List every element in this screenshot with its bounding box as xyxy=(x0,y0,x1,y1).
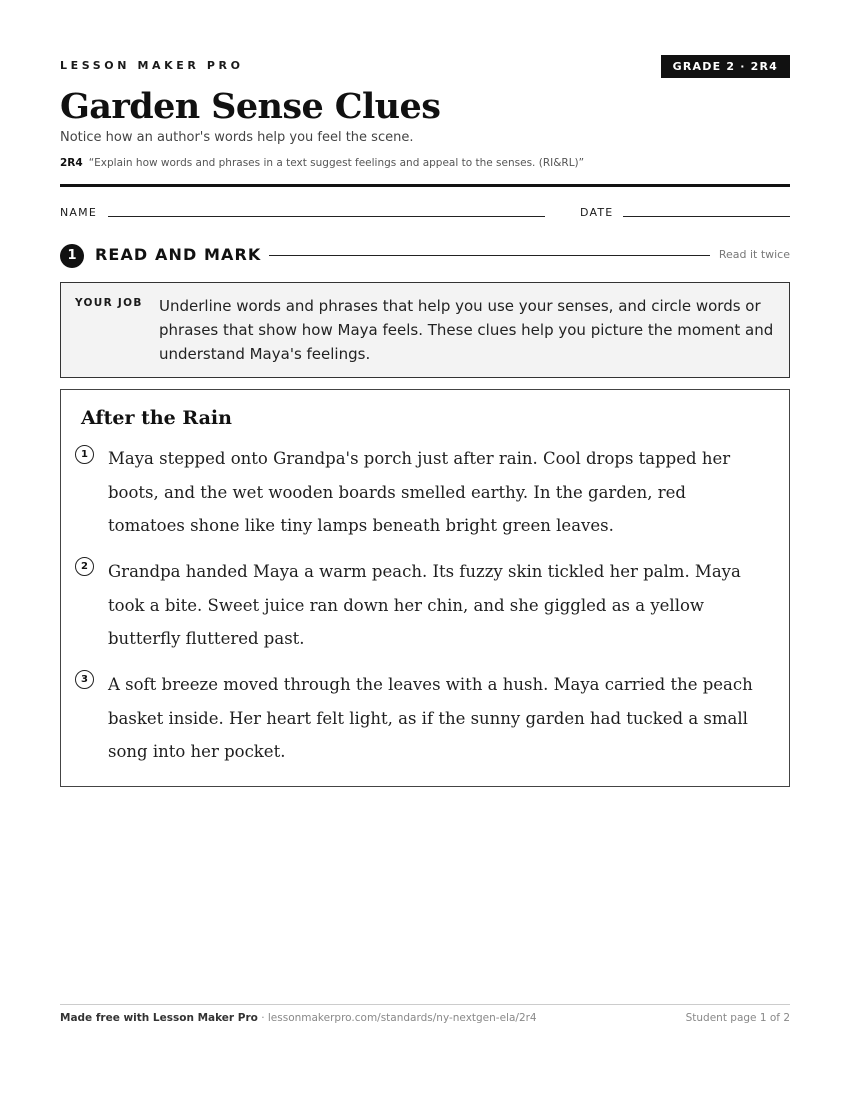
name-label: NAME xyxy=(60,206,97,219)
brand-name: LESSON MAKER PRO xyxy=(60,59,244,72)
grade-badge: GRADE 2 · 2R4 xyxy=(661,55,790,78)
passage-title: After the Rain xyxy=(81,407,232,429)
paragraph-number-1: 1 xyxy=(75,445,94,464)
footer-url[interactable]: · lessonmakerpro.com/standards/ny-nextgen-ela/2r4 xyxy=(257,1012,537,1024)
job-label: YOUR JOB xyxy=(75,297,143,309)
section-title: READ AND MARK xyxy=(95,245,262,264)
reading-passage-box xyxy=(60,389,790,787)
footer-made-with: Made free with Lesson Maker Pro xyxy=(60,1012,258,1024)
paragraph-1: Maya stepped onto Grandpa's porch just after rain. Cool drops tapped her boots, and the wet wooden boards smelled earthy. In the garden, red tomatoes shone like tiny lamps beneath bright green leaves. xyxy=(108,449,731,535)
section-divider xyxy=(269,255,710,256)
paragraph-2: Grandpa handed Maya a warm peach. Its fuzzy skin tickled her palm. Maya took a bite. Sweet juice ran down her chin, and she giggled as a yellow butterfly fluttered past. xyxy=(108,562,741,648)
standard-code: 2R4 xyxy=(60,157,83,169)
worksheet-page xyxy=(60,0,790,1100)
paragraph-number-2: 2 xyxy=(75,557,94,576)
section-note: Read it twice xyxy=(718,248,790,261)
footer-credit xyxy=(60,1012,537,1024)
job-instructions-box xyxy=(60,282,790,378)
paragraph-3: A soft breeze moved through the leaves with a hush. Maya carried the peach basket inside. Her heart felt light, as if the sunny garden had tucked a small song into her pocket. xyxy=(108,675,753,761)
standard-text: “Explain how words and phrases in a text suggest feelings and appeal to the senses. (RI&RL)” xyxy=(88,157,585,169)
section-number-badge: 1 xyxy=(60,244,84,268)
name-field[interactable] xyxy=(108,216,545,217)
date-field[interactable] xyxy=(623,216,790,217)
page-title: Garden Sense Clues xyxy=(60,86,441,127)
standard-line xyxy=(60,157,584,169)
job-text: Underline words and phrases that help you use your senses, and circle words or phrases that show how Maya feels. These clues help you picture the moment and understand Maya's feelings. xyxy=(159,297,774,363)
footer-page-info: Student page 1 of 2 xyxy=(685,1012,790,1024)
date-label: DATE xyxy=(580,206,614,219)
footer-divider xyxy=(60,1004,790,1005)
header-divider xyxy=(60,184,790,187)
paragraph-number-3: 3 xyxy=(75,670,94,689)
page-subtitle: Notice how an author's words help you feel the scene. xyxy=(60,130,414,145)
